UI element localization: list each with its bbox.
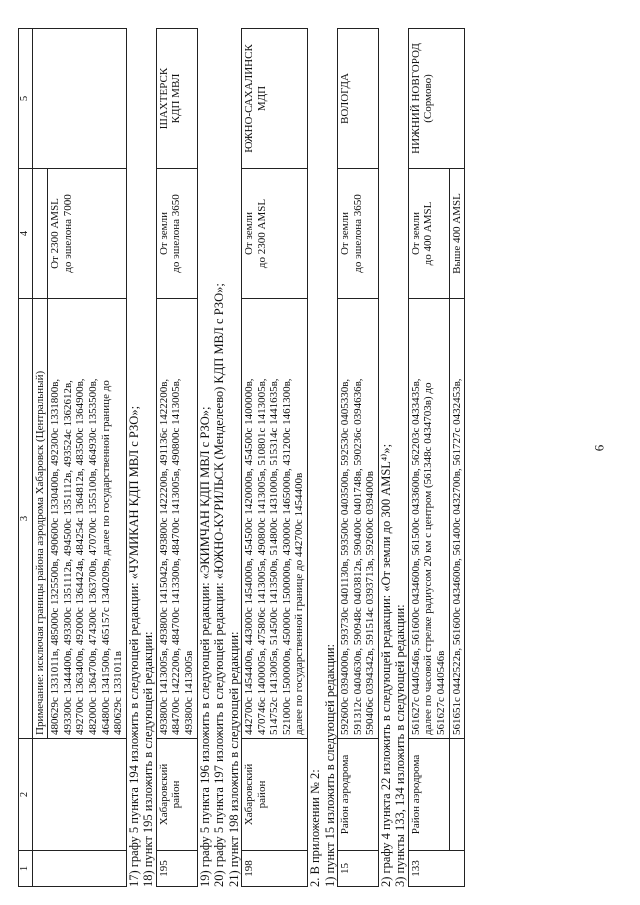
altitude-cell: Выше 400 AMSL bbox=[449, 169, 465, 299]
coords-cell: 561627с 0440546в, 561600с 0434600в, 561500с 0433600в, 562203с 0433435в, далее по часовой стрелке радиусом 20 км с центром (561348с 0434703в) до 561627с 0440546в bbox=[408, 299, 449, 739]
altitude-cell: От земли до 2300 AMSL bbox=[242, 169, 308, 299]
row-number: 15 bbox=[338, 851, 379, 887]
coords-cell: 442700с 1454400в, 443000с 1454000в, 454500с 1420000в, 454500с 1400000в, 470746с 1400005в, 475806с 1413005в, 490800с 1413005в, 510801с 1413005в, 514752с 1413005в, 514500с 1413500в, 514800с 1431000в, 515314с 1441635в, 521000с 1500000в, 450000с 1500000в, 430000с 1465000в, 431200с 1461300в, далее по государственной границе до 442700с 1454400в bbox=[242, 299, 308, 739]
page-number: 6 bbox=[591, 444, 607, 452]
unit-name-cell: НИЖНИЙ НОВГОРОД (Сормово) bbox=[408, 29, 464, 169]
table-row bbox=[408, 29, 449, 887]
area-cell: Район аэродрома bbox=[408, 739, 449, 851]
area-cell: Район аэродрома bbox=[338, 739, 379, 851]
area-cell: Хабаровский район bbox=[156, 739, 197, 851]
coords-cell: 592600с 0394000в, 593730с 0401130в, 593500с 0403500в, 592530с 0405330в, 591312с 0404630в, 590948с 0403812в, 590400с 0401748в, 590236с 0394636в, 590406с 0394342в, 591514с 0393713в, 592600с 0394000в bbox=[338, 299, 379, 739]
table-133 bbox=[408, 28, 465, 887]
row-number: 198 bbox=[242, 851, 308, 887]
header-col-1: 1 bbox=[19, 851, 33, 887]
instruction-2: 2) графу 4 пункта 22 изложить в следующей редакции: «От земли до 300 AMSL⁴⁾»; bbox=[378, 443, 393, 887]
table-row bbox=[338, 29, 379, 887]
header-col-3: 3 bbox=[19, 299, 33, 739]
table-row bbox=[32, 29, 48, 887]
coords-cell: 561651с 0442522в, 561600с 0434600в, 561400с 0432700в, 561727с 0432453в, bbox=[449, 299, 465, 739]
instruction-21: 21) пункт 198 изложить в следующей редакции: bbox=[226, 631, 241, 887]
instruction-3: 3) пункты 133, 134 изложить в следующей редакции: bbox=[393, 604, 408, 887]
table-row bbox=[156, 29, 197, 887]
unit-name-cell: ВОЛОГДА bbox=[338, 29, 379, 169]
instruction-17: 17) графу 5 пункта 194 изложить в следующей редакции: «ЧУМИКАН КДП МВЛ с РЗО»; bbox=[126, 405, 141, 887]
table-198 bbox=[241, 28, 308, 887]
instruction-19: 19) графу 5 пункта 196 изложить в следующей редакции: «ЭКИМЧАН КДП МВЛ с РЗО»; bbox=[197, 406, 212, 887]
note-cell: Примечание: исключая границы района аэродрома Хабаровск (Центральный) bbox=[32, 299, 48, 739]
altitude-cell: От земли до эшелона 3650 bbox=[156, 169, 197, 299]
header-col-5: 5 bbox=[19, 29, 33, 169]
altitude-cell: От земли до эшелона 3650 bbox=[338, 169, 379, 299]
table-row bbox=[242, 29, 308, 887]
header-col-4: 4 bbox=[19, 169, 33, 299]
table-15 bbox=[337, 28, 379, 887]
altitude-cell: От 2300 AMSL до эшелона 7000 bbox=[48, 169, 127, 299]
unit-name-cell: ЮЖНО-САХАЛИНСК МДП bbox=[242, 29, 308, 169]
unit-name-cell: ШАХТЕРСК КДП МВЛ bbox=[156, 29, 197, 169]
row-number: 195 bbox=[156, 851, 197, 887]
coords-cell: 480629с 1331011в, 485000с 1325500в, 490600с 1330400в, 492300с 1331800в, 493300с 1344400в, 493300с 1351112в, 494500с 1351112в, 493524с 1362612в, 492700с 1363400в, 492000с 1364424в, 484254с 1364812в, 483500с 1364900в, 482000с 1364700в, 474300с 1363700в, 470700с 1355100в, 464930с 1353500в, 464800с 1341500в, 465157с 1340209в, далее по государственной границе до 480629с 1331011в bbox=[48, 299, 127, 739]
coords-cell: 493800с 1413005в, 493800с 1415042в, 493800с 1422200в, 491136с 1422200в, 484700с 1422200в, 484700с 1413300в, 484700с 1413005в, 490800с 1413005в, 493800с 1413005в bbox=[156, 299, 197, 739]
area-cell: Хабаровский район bbox=[242, 739, 308, 851]
table-continuation bbox=[18, 28, 127, 887]
table-header-row bbox=[19, 29, 33, 887]
instruction-1: 1) пункт 15 изложить в следующей редакции: bbox=[322, 644, 337, 887]
document-body bbox=[18, 29, 465, 887]
altitude-cell: От земли до 400 AMSL bbox=[408, 169, 449, 299]
row-number: 133 bbox=[408, 851, 464, 887]
instruction-20: 20) графу 5 пункта 197 изложить в следующей редакции: «ЮЖНО-КУРИЛЬСК (Менделеево) КДП МВЛ с РЗО»; bbox=[212, 283, 227, 887]
section-2-heading: 2. В приложении № 2: bbox=[308, 769, 322, 887]
header-col-2: 2 bbox=[19, 739, 33, 851]
instruction-18: 18) пункт 195 изложить в следующей редакции: bbox=[141, 631, 156, 887]
table-195 bbox=[156, 28, 198, 887]
